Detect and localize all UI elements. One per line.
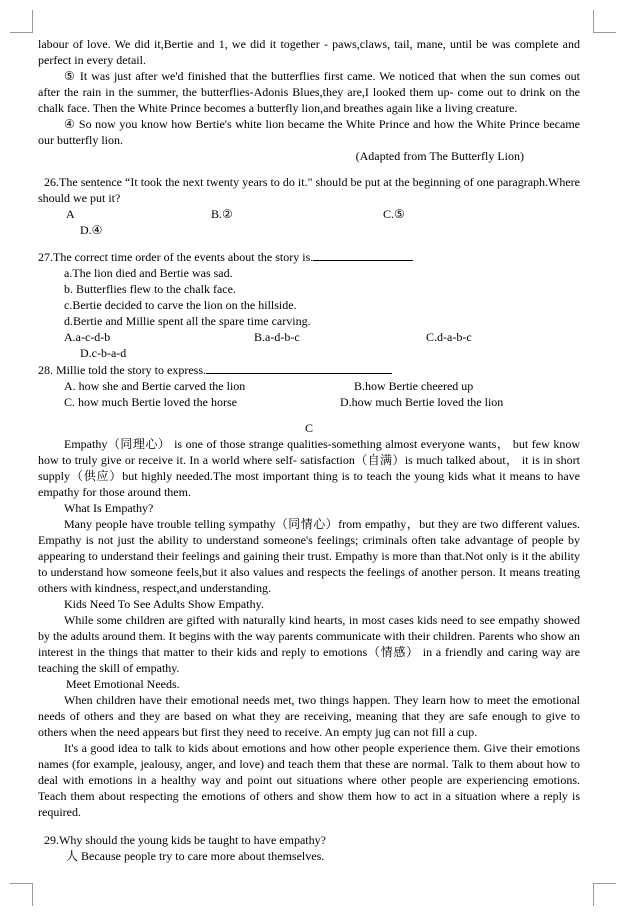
section-heading: Meet Emotional Needs. [66, 677, 180, 691]
passage-paragraph: ④ So now you know how Bertie's white lion became the White Prince and how the White Prince became our butterfly lion. [38, 117, 580, 147]
option-a: A [66, 207, 75, 221]
passage-paragraph: Empathy（同理心） is one of those strange qualities-something almost everyone wants， but few know how to truly give or receive it. In a world where self- satisfaction（自满）is much talked about， it is in short supply（供应）but highly needed.The most important thing is to teach the young kids what it means to have empathy for those around them. [38, 437, 580, 499]
option-d: D.c-b-a-d [80, 346, 127, 360]
event-item: b. Butterflies flew to the chalk face. [64, 282, 236, 296]
option-c: C.⑤ [383, 207, 405, 221]
question-28-stem: 28. Millie told the story to express. [38, 363, 206, 377]
option-d: D.how much Bertie loved the lion [340, 395, 504, 409]
passage-paragraph: ⑤ It was just after we'd finished that the butterflies first came. We noticed that when the sun comes out after the rain in the summer, the butterflies-Adonis Blues,they are,I looked them up- come out to drink on the chalk face. Then the White Prince becomes a butterfly lion,and breathes again like a living creature. [38, 69, 580, 115]
event-item: d.Bertie and Millie spent all the spare time carving. [64, 314, 311, 328]
question-26-options [38, 206, 580, 222]
question-28 [38, 361, 580, 378]
question-27-options-row2 [38, 345, 580, 361]
answer-blank [206, 361, 392, 374]
passage-paragraph: labour of love. We did it,Bertie and 1, we did it together - paws,claws, tail, mane, until be was complete and perfect in every detail. [38, 37, 580, 67]
event-item: c.Bertie decided to carve the lion on the hillside. [64, 298, 297, 312]
question-27-stem: 27.The correct time order of the events about the story is. [38, 250, 314, 264]
question-26-stem: 26.The sentence “It took the next twenty years to do it." should be put at the beginning of one paragraph.Where should we put it? [38, 175, 580, 205]
option-c: C.d-a-b-c [426, 330, 472, 344]
passage-paragraph: While some children are gifted with naturally kind hearts, in most cases kids need to see empathy showed by the adults around them. It begins with the way parents communicate with their children. Parents who show an interest in the things that matter to their kids and reply to emotions（情感） in a friendly and caring way are teaching the skill of empathy. [38, 613, 580, 675]
question-27-options [38, 329, 580, 345]
crop-mark-top-left [10, 10, 33, 33]
option-a: A. how she and Bertie carved the lion [64, 379, 246, 393]
section-heading: What Is Empathy? [64, 501, 154, 515]
question-28-options [38, 378, 580, 394]
option-d: D.④ [80, 223, 103, 237]
option-b: B.a-d-b-c [254, 330, 300, 344]
option-a: A.a-c-d-b [64, 330, 111, 344]
section-heading: Kids Need To See Adults Show Empathy. [64, 597, 264, 611]
question-29-option-a: 人 Because people try to care more about themselves. [66, 849, 325, 863]
crop-mark-bottom-left [10, 883, 33, 906]
section-letter: C [304, 421, 313, 435]
question-27 [38, 248, 580, 265]
crop-mark-top-right [593, 10, 616, 33]
option-b: B.how Bertie cheered up [354, 379, 474, 393]
passage-paragraph: Many people have trouble telling sympathy（同情心）from empathy，but they are two different values. Empathy is not just the ability to understand someone's feelings; criminals often take advantage of people by appearing to understand their feelings and gaining their trust. Empathy is more than that.Not only is it the ability to understand how someone feels,but it also values and respects the feelings of another person. It means treating others with kindness, respect,and understanding. [38, 517, 580, 595]
option-b: B.② [211, 207, 233, 221]
crop-mark-bottom-right [593, 883, 616, 906]
event-item: a.The lion died and Bertie was sad. [64, 266, 233, 280]
question-26-options-row2 [38, 222, 580, 238]
option-c: C. how much Bertie loved the horse [64, 395, 237, 409]
passage-paragraph: When children have their emotional needs met, two things happen. They learn how to meet the emotional needs of others and they are based on what they are receiving, meaning that they are safe enough to give to others when the need appears but first they need to receive. An empty jug can not fill a cup. [38, 693, 580, 739]
answer-blank [313, 248, 413, 261]
question-28-options-row2 [38, 394, 580, 410]
page-content [38, 36, 580, 864]
question-29-stem: 29.Why should the young kids be taught to have empathy? [44, 833, 326, 847]
passage-source: (Adapted from The Butterfly Lion) [355, 149, 524, 163]
passage-paragraph: It's a good idea to talk to kids about emotions and how other people experience them. Give their emotions names (for example, jealousy, anger, and love) and teach them that these are normal. Talk to them about how to deal with emotions in a healthy way and point out situations where other people are experiencing emotions. Teach them about respecting the emotions of others and show them how to act in a situation where a reply is required. [38, 741, 580, 819]
